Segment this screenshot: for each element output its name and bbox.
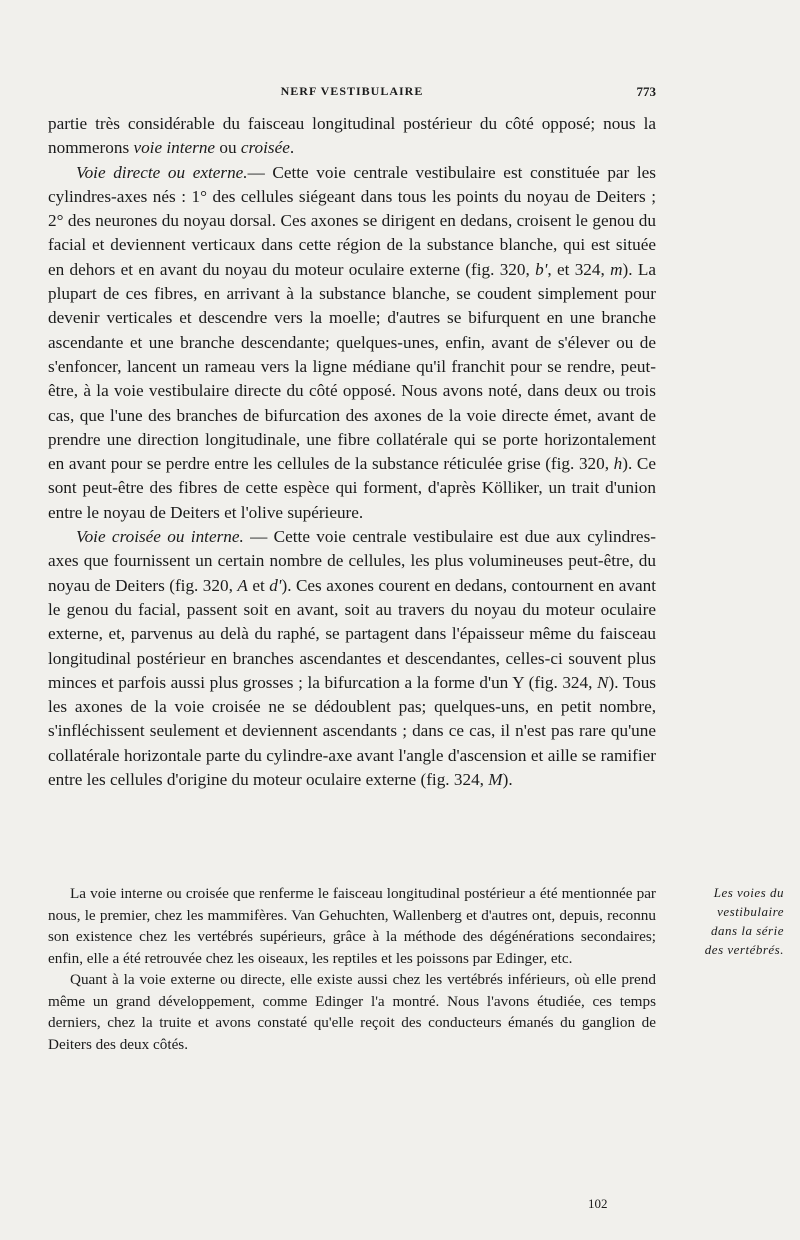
margin-note: Les voies du vestibulaire dans la série des vertébrés. [704,885,784,957]
paragraph-voie-croisee: Voie croisée ou interne. — Cette voie centrale vestibulaire est due aux cylindres-axes que fournissent un certain nombre de cellules, les plus volumineuses peut-être, du noyau de Deiters (fig. 320, A et d'). Ces axones courent en dedans, contournent en avant le genou du facial, passent soit en avant, soit au travers du noyau du moteur oculaire externe, et, parvenus au delà du raphé, se partagent dans l'épaisseur même du faisceau longitudinal postérieur en branches ascendantes et descendantes, celles-ci souvent plus minces et parfois aussi plus grosses ; la bifurcation a la forme d'un Y (fig. 324, N). Tous les axones de la voie croisée ne se dédoublent pas; quelques-uns, en petit nombre, s'infléchissent seulement et deviennent ascendants ; dans ce cas, il n'est pas rare qu'une collatérale horizontale parte du cylindre-axe avant l'angle d'ascension et aille se ramifier entre les cellules d'origine du moteur oculaire externe (fig. 324, M). [48,527,656,790]
paragraph: Quant à la voie externe ou directe, elle existe aussi chez les vertébrés inférieurs, où elle prend même un grand développement, comme Edinger l'a montré. Nous l'avons étudiée, ces temps derniers, chez la truite et avons constaté qu'elle reçoit des conducteurs émanés du ganglion de Deiters des deux côtés. [48,971,656,1053]
paragraph-voie-directe: Voie directe ou externe.— Cette voie centrale vestibulaire est constituée par les cylindres-axes nés : 1° des cellules siégeant dans tous les points du noyau de Deiters ; 2° des neurones du noyau dorsal. Ces axones se dirigent en dedans, croisent le genou du facial et deviennent verticaux dans cette région de la substance blanche, qui est située en dehors et en avant du noyau du moteur oculaire externe (fig. 320, b', et 324, m). La plupart de ces fibres, en arrivant à la substance blanche, se coudent simplement pour devenir verticales et descendre vers la moelle; d'autres se bifurquent en une branche ascendante et une branche descendante; quelques-unes, enfin, avant de s'élever ou de s'enfoncer, lancent un rameau vers la ligne médiane qu'il franchit pour se rendre, peut-être, à la voie vestibulaire directe du côté opposé. Nous avons noté, dans deux ou trois cas, que l'une des branches de bifurcation des axones de la voie directe émet, avant de prendre une direction longitudinale, une fibre collatérale qui se porte horizontalement en avant pour se perdre entre les cellules de la substance réticulée grise (fig. 320, h). Ce sont peut-être des fibres de cette espèce qui forment, d'après Kölliker, un trait d'union entre le noyau de Deiters et l'olive supérieure. [48,162,656,522]
small-print-text [48,883,656,1055]
paragraph: La voie interne ou croisée que renferme le faisceau longitudinal postérieur a été mentionnée par nous, le premier, chez les mammifères. Van Gehuchten, Wallenberg et d'autres ont, depuis, reconnu son existence chez les vertébrés supérieurs, grâce à la méthode des dégénérations secondaires; enfin, elle a été retrouvée chez les oiseaux, les reptiles et les poissons par Edinger, etc. [48,885,656,967]
paragraph: partie très considérable du faisceau longitudinal postérieur du côté opposé; nous la nommerons voie interne ou croisée. [48,114,656,158]
signature-number: 102 [588,1196,608,1211]
page-number: 773 [636,84,656,99]
main-text [48,112,656,792]
page-header [48,84,656,104]
running-title: NERF VESTIBULAIRE [280,84,424,98]
section-heading-voie-croisee: Voie croisée ou interne. [76,527,244,547]
section-heading-voie-directe: Voie directe ou externe. [76,162,248,182]
